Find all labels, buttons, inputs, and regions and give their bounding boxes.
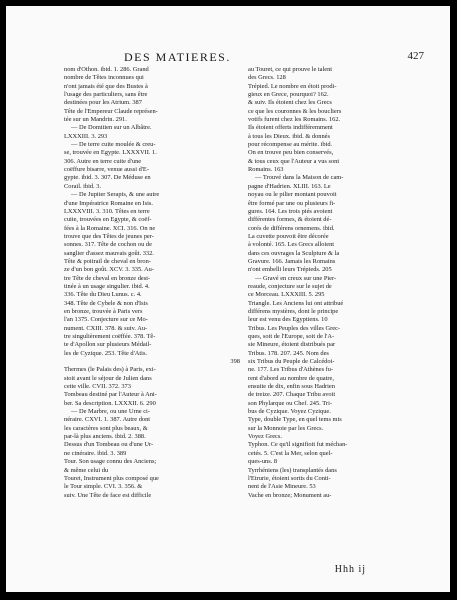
index-line: suiv. Une Tête de face est difficile xyxy=(64,491,152,499)
index-line: six Tribus du Peuple de Calcédoi- xyxy=(248,358,335,366)
index-line: pour récompense au mérite. ibid. xyxy=(248,141,333,149)
index-line: ber. Sa description. LXXXII. 6. 290 xyxy=(64,399,156,407)
index-line: Ils étoient offerts indifféremment xyxy=(248,124,333,132)
index-line: ze d'un bon goût. XCV. 3. 335. Au- xyxy=(64,266,154,274)
index-line: Vache en bronze; Monument au- xyxy=(248,491,332,499)
index-line: cetés. 5. C'est la Mer, selon quel- xyxy=(248,449,333,457)
index-line: Tombeau destiné par l'Auteur à Ani- xyxy=(64,391,157,399)
index-line: son Phylarque ou Chef. 245. Tri- xyxy=(248,399,332,407)
index-line: Touret, Instrument plus composé que xyxy=(64,474,159,482)
book-page xyxy=(6,6,450,592)
index-line: & suiv. Ils étoient chez les Grecs xyxy=(248,99,332,107)
index-line: leur est venu des Egyptiens. 10 xyxy=(248,316,328,324)
index-line: en bronze, trouvée à Paris vers xyxy=(64,307,143,315)
index-line: — De Domitien sur un Albâtre. xyxy=(71,124,152,132)
index-line: tée sur un Mandrin. 291. xyxy=(64,116,127,124)
index-line: gypte. ibid. 3. 307. De Méduse en xyxy=(64,174,151,182)
index-line: le Tour simple. CVI. 3. 356. & xyxy=(64,483,143,491)
index-line: sonnes. 317. Tête de cochon ou de xyxy=(64,241,152,249)
index-line: l'an 1375. Conjecture sur ce Mo- xyxy=(64,316,148,324)
index-line: votifs furent chez les Romains. 162. xyxy=(248,116,341,124)
index-line: tinée à un usage singulier. ibid. 4. xyxy=(64,282,150,290)
index-line: les caractères sont plus beaux, & xyxy=(64,424,148,432)
index-line: n'ont embelli leurs Trépieds. 205 xyxy=(248,266,332,274)
index-line: nent de l'Asie Mineure. 53 xyxy=(248,483,316,491)
running-header xyxy=(124,50,424,64)
index-line: ques-uns. 8 xyxy=(248,458,278,466)
index-line: nom d'Othon. ibid. 1. 286. Grand xyxy=(64,66,149,73)
index-line: noyau ou le pilier montant pouvoit xyxy=(248,191,337,199)
index-line: LXXXIII. 3. 293 xyxy=(64,132,108,140)
index-line: Tyrrhéniens (les) transplantés dans xyxy=(248,466,337,474)
index-line: se, trouvée en Egypte. LXXXVII. 1. xyxy=(64,149,157,157)
index-line: — De Marbre, ou une Urne ci- xyxy=(71,408,150,416)
index-line: sanglier d'assez mauvais goût. 332. xyxy=(64,249,154,257)
index-line: au Touret, ce qui prouve le talent xyxy=(248,66,333,73)
index-column-right xyxy=(248,66,424,500)
index-line: stoit avant le séjour de Julien dans xyxy=(64,374,152,382)
index-line: te d'Apollon sur plusieurs Médail- xyxy=(64,341,152,349)
index-line: 348. Tête de Cybele & non d'Isis xyxy=(64,299,148,307)
index-line: gures. 164. Les trois piés avoient xyxy=(248,207,333,215)
index-line: Tête de l'Empereur Claude représen- xyxy=(64,107,158,115)
index-line: dans ces ouvrages la Sculpture & la xyxy=(248,249,340,257)
index-line: ce Morceau. LXXXIII. 5. 295 xyxy=(248,291,325,299)
index-line: LXXXVIII. 3. 310. Têtes en terre xyxy=(64,207,150,215)
index-line: les de Cyzique. 253. Tête d'Atis. xyxy=(64,349,148,357)
index-column-left xyxy=(64,66,240,500)
index-line: tre Tête de cheval en bronze dest- xyxy=(64,274,151,282)
index-line: l'Etrurie, étoient sortis du Conti- xyxy=(248,474,331,482)
index-line: sie Mineure, étoient distribués par xyxy=(248,341,336,349)
index-line: Tribus. 178. 207. 245. Nom des xyxy=(248,349,329,357)
index-line: différens mystères, dont le principe xyxy=(248,307,339,315)
index-line: corés de différens ornemens. ibid. xyxy=(248,224,335,232)
index-line: par-là plus anciens. ibid. 2. 388. xyxy=(64,433,146,441)
index-line: ne cinéraire. ibid. 3. 389 xyxy=(64,449,127,457)
index-line: 306. Autre en terre cuite d'une xyxy=(64,157,142,165)
index-line: être formé par une ou plusieurs fi- xyxy=(248,199,336,207)
index-line: tre singulièrement coëffée. 378. Tê- xyxy=(64,333,156,340)
index-line: On en trouve peu bien conservés, xyxy=(248,149,334,157)
index-line: nument. CXIII. 378. & suiv. Au- xyxy=(64,324,148,332)
index-line: Tête & poitrail de cheval en bron- xyxy=(64,257,151,265)
index-line: Gravure. 166. Jamais les Romains xyxy=(248,257,336,265)
index-line: Thermes (le Palais des) à Paris, exi- xyxy=(64,366,156,374)
index-line: des Grecs. 128 xyxy=(248,74,286,82)
printer-signature: Hhh ij xyxy=(334,564,366,575)
page-number: 427 xyxy=(407,50,424,62)
index-line: ensuite de dix, enfin sous Hadrien xyxy=(248,383,335,391)
index-line: gieux en Grece, pourquoi? 162. xyxy=(248,91,329,99)
index-line: cette ville. CVII. 372. 373 xyxy=(64,383,131,391)
index-line: Corail. ibid. 3. xyxy=(64,182,102,190)
index-line: l'usage des particuliers, sans être xyxy=(64,91,148,99)
index-line: à tous les Dieux. ibid. & donnés xyxy=(248,132,331,140)
index-line: Trépied. Le nombre en étoit prodi- xyxy=(248,82,337,90)
index-line: Triangle. Les Anciens lui ont attribué xyxy=(248,299,344,307)
index-line: nombre de Têtes inconnues qui xyxy=(64,74,144,82)
index-line: Voyez Grecs. xyxy=(248,433,282,441)
index-line: 398 xyxy=(230,358,240,366)
index-line: fées à la Romaine. XCI. 316. On ne xyxy=(64,224,156,232)
index-line: cuite, trouvées en Egypte, & coëf- xyxy=(64,216,152,224)
index-line: à volonté. 165. Les Grecs alloient xyxy=(248,241,335,249)
index-line: & tous ceux que l'Auteur a vus sont xyxy=(248,157,340,165)
index-line: rent d'abord au nombre de quatre, xyxy=(248,374,334,382)
index-line: trouve que des Têtes de jeunes per- xyxy=(64,232,154,240)
index-line: La cuvette pouvoit être décorée xyxy=(248,232,329,240)
index-line: ques, soit de l'Europe, soit de l'A- xyxy=(248,333,335,340)
index-line: ce que les couronnes & les boucliers xyxy=(248,107,342,115)
index-line: pagne d'Hadrien. XLIII. 163. Le xyxy=(248,182,331,190)
index-line: — De Jupiter Serapis, & une autre xyxy=(71,191,160,199)
index-line: Typhon. Ce qu'il signifioit fut méchan- xyxy=(248,441,348,449)
index-line: — Gravé en creux sur une Pier- xyxy=(255,274,337,282)
index-line: ne. 177. Les Tribus d'Athènes fu- xyxy=(248,366,334,374)
index-line: bus de Cyzique. Voyez Cyzique. xyxy=(248,408,331,416)
index-line: destinées pour les Atrium. 387 xyxy=(64,99,142,107)
index-line: Dessus d'un Tombeau ou d'une Ur- xyxy=(64,441,154,449)
index-line: reaude, conjecture sur le sujet de xyxy=(248,282,332,290)
running-head-title: DES MATIERES. xyxy=(124,50,231,64)
index-line: coëffure bisarre, venue aussi d'E- xyxy=(64,166,149,174)
index-line: néraire. CXVI. 1. 387. Autre dont xyxy=(64,416,151,424)
index-line: différentes formes, & étoient dé- xyxy=(248,216,332,224)
index-line: sur la Monnoie par les Grecs. xyxy=(248,424,324,432)
index-line: n'ont jamais été que des Bustes à xyxy=(64,82,148,90)
index-line: — De terre cuite moulée & creu- xyxy=(71,141,156,149)
index-line: Tribus. Les Peuples des villes Grec- xyxy=(248,324,341,332)
index-line: 336. Tête du Dieu Lunus. c. 4. xyxy=(64,291,142,299)
index-line: de treize. 207. Chaque Tribu avoit xyxy=(248,391,336,399)
index-line: — Trouvé dans la Maison de cam- xyxy=(255,174,344,182)
index-line: & même celui du xyxy=(64,466,109,474)
index-line: Type, double Type, en quel tems mis xyxy=(248,416,342,424)
index-line: Romains. 163 xyxy=(248,166,284,174)
index-line: d'une Impératrice Romaine en Isis. xyxy=(64,199,153,207)
index-line: Tour. Son usage connu des Anciens; xyxy=(64,458,157,466)
